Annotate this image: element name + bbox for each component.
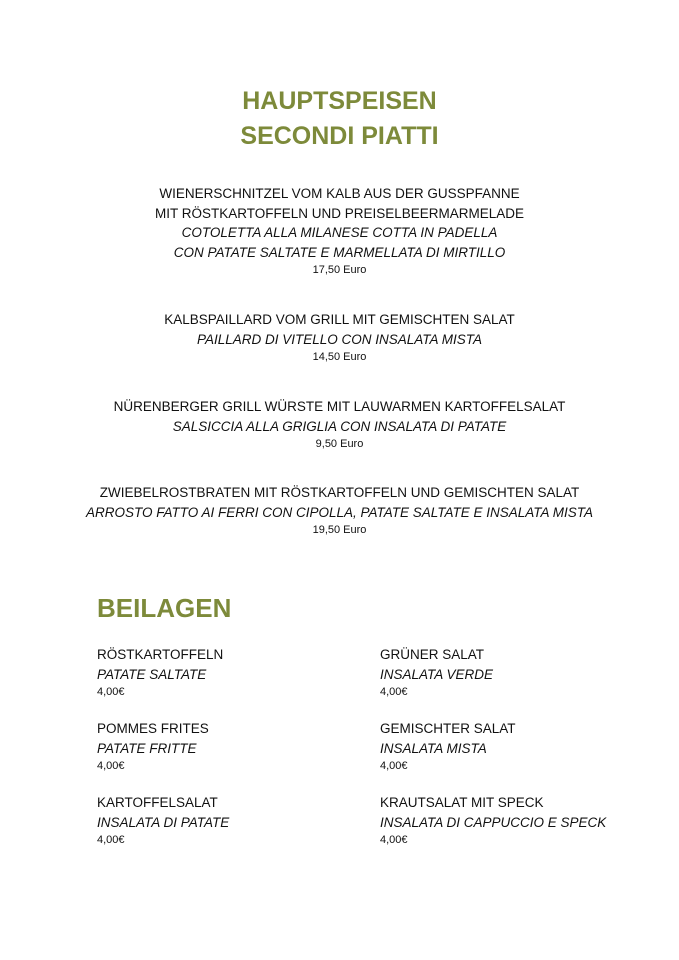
side-name-german: KARTOFFELSALAT [97,795,218,810]
side-name-italian: INSALATA DI CAPPUCCIO E SPECK [380,814,607,830]
side-name-italian: PATATE SALTATE [97,666,207,682]
side-price: 4,00€ [380,686,408,698]
dish-name-german: ZWIEBELROSTBRATEN MIT RÖSTKARTOFFELN UND GEMISCHTEN SALAT [99,485,580,500]
main-dish-item [0,397,679,452]
side-price: 4,00€ [97,834,125,846]
side-dish-item [380,719,640,774]
side-dish-item [380,793,640,848]
side-price: 4,00€ [97,760,125,772]
side-name-german: GEMISCHTER SALAT [380,721,516,736]
main-dish-item [0,483,679,538]
side-dish-item [97,645,357,700]
side-price: 4,00€ [380,760,408,772]
side-name-italian: INSALATA DI PATATE [97,814,230,830]
dish-name-italian: CON PATATE SALTATE E MARMELLATA DI MIRTILLO [173,244,506,260]
side-name-italian: INSALATA VERDE [380,666,494,682]
side-name-german: RÖSTKARTOFFELN [97,647,224,662]
dish-name-italian: SALSICCIA ALLA GRIGLIA CON INSALATA DI PATATE [172,418,507,434]
main-dish-item [0,184,679,278]
dish-name-italian: COTOLETTA ALLA MILANESE COTTA IN PADELLA [181,225,498,240]
side-name-german: KRAUTSALAT MIT SPECK [380,795,544,810]
dish-name-german: NÜRENBERGER GRILL WÜRSTE MIT LAUWARMEN KARTOFFELSALAT [113,399,566,414]
side-dish-item [97,793,357,848]
main-heading-german: HAUPTSPEISEN [242,87,437,115]
dish-name-german: MIT RÖSTKARTOFFELN UND PREISELBEERMARMELADE [154,205,525,221]
main-heading-italian: SECONDI PIATTI [240,122,439,150]
dish-price: 19,50 Euro [312,524,367,536]
side-name-german: GRÜNER SALAT [380,647,485,662]
side-name-italian: PATATE FRITTE [97,740,197,756]
dish-price: 14,50 Euro [312,351,367,363]
sides-heading: BEILAGEN [97,593,232,623]
dish-name-german: WIENERSCHNITZEL VOM KALB AUS DER GUSSPFANNE [159,186,520,201]
dish-name-italian: PAILLARD DI VITELLO CON INSALATA MISTA [196,331,483,347]
side-price: 4,00€ [97,686,125,698]
dish-name-italian: ARROSTO FATTO AI FERRI CON CIPOLLA, PATATE SALTATE E INSALATA MISTA [85,504,594,520]
dish-price: 17,50 Euro [312,264,367,276]
side-dish-item [380,645,640,700]
side-dish-item [97,719,357,774]
side-price: 4,00€ [380,834,408,846]
side-name-italian: INSALATA MISTA [380,740,487,756]
main-dish-item [0,310,679,365]
dish-price: 9,50 Euro [315,438,364,450]
side-name-german: POMMES FRITES [97,721,209,736]
dish-name-german: KALBSPAILLARD VOM GRILL MIT GEMISCHTEN SALAT [164,312,515,327]
